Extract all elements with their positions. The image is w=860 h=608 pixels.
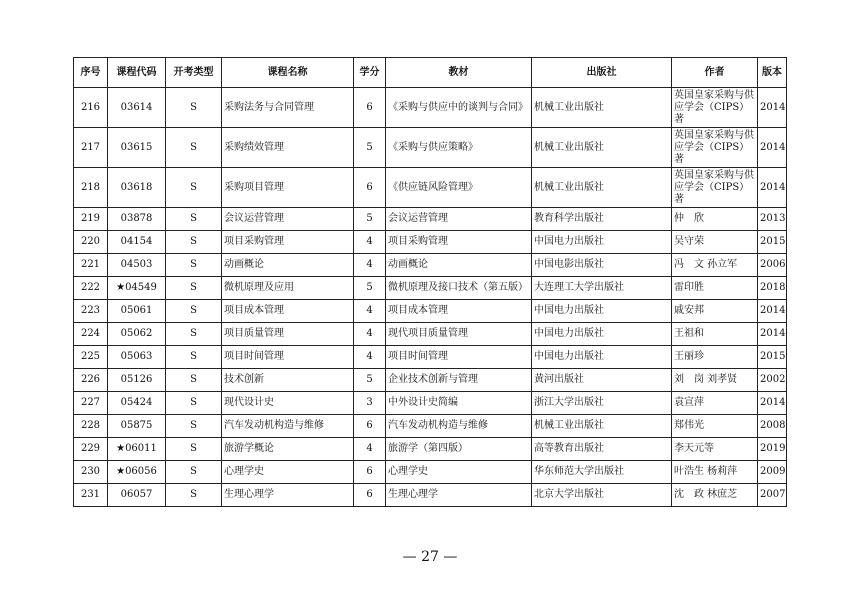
cell-type: S xyxy=(166,461,222,484)
cell-edition: 2007 xyxy=(758,484,787,507)
cell-book: 《采购与供应策略》 xyxy=(386,128,532,168)
cell-name: 生理心理学 xyxy=(222,484,354,507)
cell-no: 228 xyxy=(74,415,108,438)
cell-no: 226 xyxy=(74,369,108,392)
cell-credit: 6 xyxy=(354,461,386,484)
cell-type: S xyxy=(166,128,222,168)
cell-publisher: 中国电力出版社 xyxy=(532,231,672,254)
cell-publisher: 中国电力出版社 xyxy=(532,323,672,346)
cell-author: 雷印胜 xyxy=(672,277,758,300)
cell-name: 旅游学概论 xyxy=(222,438,354,461)
cell-book: 心理学史 xyxy=(386,461,532,484)
cell-no: 219 xyxy=(74,208,108,231)
table-row xyxy=(74,254,787,277)
cell-publisher: 中国电力出版社 xyxy=(532,346,672,369)
cell-publisher: 机械工业出版社 xyxy=(532,88,672,128)
cell-publisher: 教育科学出版社 xyxy=(532,208,672,231)
cell-credit: 5 xyxy=(354,369,386,392)
cell-edition: 2002 xyxy=(758,369,787,392)
cell-code: ★04549 xyxy=(108,277,166,300)
cell-publisher: 黄河出版社 xyxy=(532,369,672,392)
cell-edition: 2019 xyxy=(758,438,787,461)
cell-book: 汽车发动机构造与维修 xyxy=(386,415,532,438)
cell-code: ★06056 xyxy=(108,461,166,484)
table-row xyxy=(74,346,787,369)
table-row xyxy=(74,168,787,208)
cell-credit: 5 xyxy=(354,277,386,300)
cell-code: 03615 xyxy=(108,128,166,168)
cell-code: 05062 xyxy=(108,323,166,346)
cell-credit: 4 xyxy=(354,254,386,277)
cell-no: 218 xyxy=(74,168,108,208)
cell-type: S xyxy=(166,392,222,415)
cell-publisher: 高等教育出版社 xyxy=(532,438,672,461)
cell-no: 222 xyxy=(74,277,108,300)
cell-no: 231 xyxy=(74,484,108,507)
cell-type: S xyxy=(166,168,222,208)
cell-name: 项目时间管理 xyxy=(222,346,354,369)
cell-name: 项目采购管理 xyxy=(222,231,354,254)
cell-edition: 2008 xyxy=(758,415,787,438)
header-credit: 学分 xyxy=(354,58,386,88)
cell-code: 03618 xyxy=(108,168,166,208)
table-row xyxy=(74,208,787,231)
cell-book: 《采购与供应中的谈判与合同》 xyxy=(386,88,532,128)
cell-code: 05063 xyxy=(108,346,166,369)
cell-code: 04154 xyxy=(108,231,166,254)
cell-edition: 2014 xyxy=(758,128,787,168)
header-no: 序号 xyxy=(74,58,108,88)
table-row xyxy=(74,392,787,415)
cell-edition: 2015 xyxy=(758,231,787,254)
table-row xyxy=(74,369,787,392)
cell-name: 采购法务与合同管理 xyxy=(222,88,354,128)
cell-author: 英国皇家采购与供应学会（CIPS）著 xyxy=(672,128,758,168)
cell-name: 采购绩效管理 xyxy=(222,128,354,168)
cell-type: S xyxy=(166,346,222,369)
cell-code: 05061 xyxy=(108,300,166,323)
cell-author: 李天元等 xyxy=(672,438,758,461)
cell-publisher: 机械工业出版社 xyxy=(532,168,672,208)
table-row xyxy=(74,323,787,346)
cell-book: 项目时间管理 xyxy=(386,346,532,369)
cell-book: 旅游学（第四版） xyxy=(386,438,532,461)
cell-no: 220 xyxy=(74,231,108,254)
cell-code: 05875 xyxy=(108,415,166,438)
header-publisher: 出版社 xyxy=(532,58,672,88)
cell-edition: 2014 xyxy=(758,168,787,208)
table-row xyxy=(74,484,787,507)
cell-publisher: 大连理工大学出版社 xyxy=(532,277,672,300)
cell-no: 225 xyxy=(74,346,108,369)
cell-book: 现代项目质量管理 xyxy=(386,323,532,346)
cell-name: 汽车发动机构造与维修 xyxy=(222,415,354,438)
cell-edition: 2013 xyxy=(758,208,787,231)
cell-edition: 2014 xyxy=(758,88,787,128)
cell-credit: 4 xyxy=(354,300,386,323)
cell-publisher: 机械工业出版社 xyxy=(532,128,672,168)
cell-edition: 2018 xyxy=(758,277,787,300)
table-row xyxy=(74,415,787,438)
cell-publisher: 浙江大学出版社 xyxy=(532,392,672,415)
cell-edition: 2009 xyxy=(758,461,787,484)
cell-type: S xyxy=(166,415,222,438)
cell-name: 微机原理及应用 xyxy=(222,277,354,300)
cell-code: 06057 xyxy=(108,484,166,507)
cell-edition: 2014 xyxy=(758,392,787,415)
cell-no: 221 xyxy=(74,254,108,277)
cell-publisher: 北京大学出版社 xyxy=(532,484,672,507)
cell-book: 会议运营管理 xyxy=(386,208,532,231)
cell-credit: 4 xyxy=(354,231,386,254)
cell-author: 叶浩生 杨莉萍 xyxy=(672,461,758,484)
header-row xyxy=(74,58,787,88)
header-author: 作者 xyxy=(672,58,758,88)
cell-credit: 6 xyxy=(354,484,386,507)
cell-type: S xyxy=(166,88,222,128)
cell-publisher: 机械工业出版社 xyxy=(532,415,672,438)
cell-author: 戚安邦 xyxy=(672,300,758,323)
cell-type: S xyxy=(166,484,222,507)
header-book: 教材 xyxy=(386,58,532,88)
cell-author: 郑伟光 xyxy=(672,415,758,438)
cell-publisher: 中国电影出版社 xyxy=(532,254,672,277)
header-name: 课程名称 xyxy=(222,58,354,88)
cell-credit: 4 xyxy=(354,346,386,369)
cell-no: 229 xyxy=(74,438,108,461)
cell-publisher: 华东师范大学出版社 xyxy=(532,461,672,484)
cell-credit: 5 xyxy=(354,128,386,168)
cell-credit: 5 xyxy=(354,208,386,231)
cell-name: 技术创新 xyxy=(222,369,354,392)
cell-type: S xyxy=(166,254,222,277)
cell-book: 《供应链风险管理》 xyxy=(386,168,532,208)
table-body xyxy=(74,88,787,507)
header-type: 开考类型 xyxy=(166,58,222,88)
cell-no: 224 xyxy=(74,323,108,346)
cell-no: 227 xyxy=(74,392,108,415)
cell-edition: 2015 xyxy=(758,346,787,369)
cell-credit: 6 xyxy=(354,88,386,128)
cell-author: 王丽珍 xyxy=(672,346,758,369)
cell-book: 项目成本管理 xyxy=(386,300,532,323)
cell-author: 沈 政 林庶芝 xyxy=(672,484,758,507)
header-code: 课程代码 xyxy=(108,58,166,88)
cell-no: 230 xyxy=(74,461,108,484)
cell-edition: 2014 xyxy=(758,323,787,346)
cell-book: 微机原理及接口技术（第五版） xyxy=(386,277,532,300)
cell-type: S xyxy=(166,231,222,254)
cell-name: 项目成本管理 xyxy=(222,300,354,323)
table-row xyxy=(74,128,787,168)
cell-type: S xyxy=(166,438,222,461)
cell-type: S xyxy=(166,208,222,231)
table-row xyxy=(74,231,787,254)
table-row xyxy=(74,300,787,323)
course-table-container xyxy=(73,57,786,507)
table-row xyxy=(74,461,787,484)
cell-book: 动画概论 xyxy=(386,254,532,277)
cell-code: ★06011 xyxy=(108,438,166,461)
cell-credit: 6 xyxy=(354,415,386,438)
cell-code: 05424 xyxy=(108,392,166,415)
cell-publisher: 中国电力出版社 xyxy=(532,300,672,323)
cell-type: S xyxy=(166,277,222,300)
table-row xyxy=(74,438,787,461)
cell-book: 项目采购管理 xyxy=(386,231,532,254)
cell-edition: 2014 xyxy=(758,300,787,323)
cell-name: 项目质量管理 xyxy=(222,323,354,346)
table-row xyxy=(74,277,787,300)
cell-name: 现代设计史 xyxy=(222,392,354,415)
table-row xyxy=(74,88,787,128)
cell-name: 采购项目管理 xyxy=(222,168,354,208)
cell-type: S xyxy=(166,300,222,323)
cell-code: 03614 xyxy=(108,88,166,128)
cell-code: 03878 xyxy=(108,208,166,231)
cell-code: 05126 xyxy=(108,369,166,392)
cell-no: 216 xyxy=(74,88,108,128)
cell-name: 会议运营管理 xyxy=(222,208,354,231)
cell-author: 刘 岗 刘孝贤 xyxy=(672,369,758,392)
cell-no: 217 xyxy=(74,128,108,168)
cell-author: 英国皇家采购与供应学会（CIPS）著 xyxy=(672,88,758,128)
cell-author: 英国皇家采购与供应学会（CIPS）著 xyxy=(672,168,758,208)
cell-credit: 4 xyxy=(354,438,386,461)
course-table xyxy=(73,57,787,507)
cell-author: 仲 欣 xyxy=(672,208,758,231)
cell-type: S xyxy=(166,369,222,392)
cell-name: 心理学史 xyxy=(222,461,354,484)
cell-author: 冯 文 孙立军 xyxy=(672,254,758,277)
cell-book: 生理心理学 xyxy=(386,484,532,507)
cell-author: 吴守荣 xyxy=(672,231,758,254)
cell-edition: 2006 xyxy=(758,254,787,277)
cell-no: 223 xyxy=(74,300,108,323)
cell-author: 王祖和 xyxy=(672,323,758,346)
cell-code: 04503 xyxy=(108,254,166,277)
cell-book: 中外设计史简编 xyxy=(386,392,532,415)
cell-type: S xyxy=(166,323,222,346)
cell-credit: 3 xyxy=(354,392,386,415)
cell-credit: 6 xyxy=(354,168,386,208)
cell-author: 袁宣萍 xyxy=(672,392,758,415)
cell-book: 企业技术创新与管理 xyxy=(386,369,532,392)
cell-credit: 4 xyxy=(354,323,386,346)
cell-name: 动画概论 xyxy=(222,254,354,277)
page-number: — 27 — xyxy=(402,549,458,565)
header-edition: 版本 xyxy=(758,58,787,88)
